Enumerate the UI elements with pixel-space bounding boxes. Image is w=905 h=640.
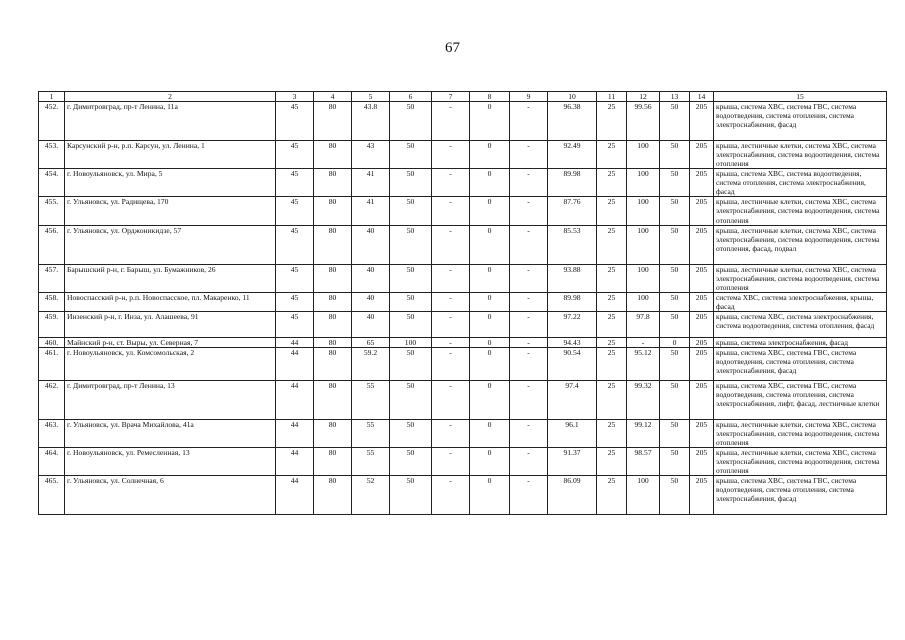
column-number-cell: 13: [660, 92, 690, 102]
value-cell: 50: [660, 141, 690, 169]
value-cell: 50: [660, 225, 690, 264]
work-types-cell: крыша, система электроснабжения, фасад: [714, 337, 887, 347]
value-cell: 80: [314, 169, 352, 197]
value-cell: 96.38: [548, 102, 597, 141]
row-number-cell: 453.: [39, 141, 65, 169]
column-number-cell: 3: [276, 92, 314, 102]
value-cell: 25: [597, 476, 627, 515]
value-cell: 45: [276, 169, 314, 197]
value-cell: 80: [314, 347, 352, 380]
value-cell: 55: [352, 448, 390, 476]
value-cell: 205: [690, 141, 714, 169]
value-cell: 205: [690, 347, 714, 380]
value-cell: -: [510, 380, 548, 419]
value-cell: 205: [690, 197, 714, 225]
table-row: [39, 311, 887, 337]
address-cell: г. Ульяновск, ул. Врача Михайлова, 41а: [65, 419, 276, 447]
value-cell: 205: [690, 419, 714, 447]
value-cell: 80: [314, 448, 352, 476]
value-cell: 89.98: [548, 292, 597, 311]
value-cell: 80: [314, 337, 352, 347]
work-types-cell: крыша, система ХВС, система ГВС, система водоотведения, система отопления, система электроснабжения, фасад: [714, 102, 887, 141]
value-cell: 94.43: [548, 337, 597, 347]
value-cell: 65: [352, 337, 390, 347]
value-cell: 0: [470, 311, 510, 337]
table-row: [39, 380, 887, 419]
value-cell: 44: [276, 380, 314, 419]
work-types-cell: крыша, система ХВС, система водоотведения, система отопления, система электроснабжения, фасад: [714, 169, 887, 197]
value-cell: 80: [314, 197, 352, 225]
value-cell: 205: [690, 264, 714, 292]
work-types-cell: крыша, система ХВС, система ГВС, система водоотведения, система отопления, система электроснабжения, фасад: [714, 347, 887, 380]
value-cell: 0: [470, 419, 510, 447]
row-number-cell: 465.: [39, 476, 65, 515]
value-cell: 50: [390, 380, 432, 419]
value-cell: 25: [597, 311, 627, 337]
value-cell: -: [510, 264, 548, 292]
value-cell: 40: [352, 225, 390, 264]
page-number: 67: [445, 40, 460, 56]
value-cell: 45: [276, 311, 314, 337]
value-cell: 50: [390, 141, 432, 169]
row-number-cell: 464.: [39, 448, 65, 476]
value-cell: -: [432, 347, 470, 380]
value-cell: 86.09: [548, 476, 597, 515]
value-cell: -: [510, 419, 548, 447]
address-cell: г. Новоульяновск, ул. Мира, 5: [65, 169, 276, 197]
value-cell: 97.8: [627, 311, 660, 337]
value-cell: 80: [314, 476, 352, 515]
table-row: [39, 292, 887, 311]
value-cell: 45: [276, 225, 314, 264]
value-cell: 205: [690, 476, 714, 515]
value-cell: 0: [470, 264, 510, 292]
value-cell: 97.22: [548, 311, 597, 337]
column-number-cell: 14: [690, 92, 714, 102]
work-types-cell: крыша, система ХВС, система ГВС, система водоотведения, система отопления, система электроснабжения, лифт, фасад, лестничные клетки: [714, 380, 887, 419]
row-number-cell: 458.: [39, 292, 65, 311]
value-cell: 0: [470, 225, 510, 264]
value-cell: 25: [597, 337, 627, 347]
value-cell: 25: [597, 292, 627, 311]
value-cell: -: [510, 347, 548, 380]
value-cell: 25: [597, 264, 627, 292]
value-cell: 50: [390, 419, 432, 447]
value-cell: -: [432, 380, 470, 419]
value-cell: 205: [690, 292, 714, 311]
value-cell: -: [510, 476, 548, 515]
value-cell: 50: [390, 476, 432, 515]
value-cell: 45: [276, 197, 314, 225]
row-number-cell: 456.: [39, 225, 65, 264]
value-cell: 80: [314, 311, 352, 337]
value-cell: 85.53: [548, 225, 597, 264]
value-cell: 25: [597, 380, 627, 419]
value-cell: 43: [352, 141, 390, 169]
work-types-cell: крыша, лестничные клетки, система ХВС, система электроснабжения, система водоотведения, система отопления: [714, 419, 887, 447]
value-cell: 205: [690, 311, 714, 337]
value-cell: 45: [276, 264, 314, 292]
value-cell: -: [432, 197, 470, 225]
value-cell: 50: [390, 102, 432, 141]
address-cell: г. Новоульяновск, ул. Ремесленная, 13: [65, 448, 276, 476]
table-row: [39, 197, 887, 225]
value-cell: 50: [660, 380, 690, 419]
value-cell: -: [432, 337, 470, 347]
table-row: [39, 264, 887, 292]
address-cell: Новоспасский р-н, р.п. Новоспасское, пл. Макаренко, 11: [65, 292, 276, 311]
row-number-cell: 452.: [39, 102, 65, 141]
value-cell: 40: [352, 311, 390, 337]
value-cell: 45: [276, 102, 314, 141]
value-cell: 99.32: [627, 380, 660, 419]
value-cell: -: [510, 225, 548, 264]
value-cell: 0: [470, 141, 510, 169]
value-cell: 0: [470, 169, 510, 197]
row-number-cell: 455.: [39, 197, 65, 225]
column-number-cell: 4: [314, 92, 352, 102]
value-cell: 50: [660, 169, 690, 197]
row-number-cell: 462.: [39, 380, 65, 419]
value-cell: 59.2: [352, 347, 390, 380]
value-cell: 40: [352, 264, 390, 292]
value-cell: 50: [660, 347, 690, 380]
value-cell: 97.4: [548, 380, 597, 419]
value-cell: 55: [352, 380, 390, 419]
value-cell: 98.57: [627, 448, 660, 476]
value-cell: 205: [690, 169, 714, 197]
column-number-cell: 5: [352, 92, 390, 102]
value-cell: -: [432, 141, 470, 169]
value-cell: 44: [276, 337, 314, 347]
value-cell: -: [510, 141, 548, 169]
address-cell: г. Ульяновск, ул. Радищева, 170: [65, 197, 276, 225]
work-types-cell: крыша, лестничные клетки, система ХВС, система электроснабжения, система водоотведения, система отопления: [714, 448, 887, 476]
value-cell: 50: [660, 197, 690, 225]
work-types-cell: крыша, лестничные клетки, система ХВС, система электроснабжения, система водоотведения, система отопления: [714, 197, 887, 225]
address-cell: г. Ульяновск, ул. Солнечная, 6: [65, 476, 276, 515]
row-number-cell: 461.: [39, 347, 65, 380]
value-cell: 93.88: [548, 264, 597, 292]
value-cell: 44: [276, 476, 314, 515]
work-types-cell: крыша, лестничные клетки, система ХВС, система электроснабжения, система водоотведения, система отопления: [714, 141, 887, 169]
value-cell: -: [432, 264, 470, 292]
value-cell: 52: [352, 476, 390, 515]
table-row: [39, 169, 887, 197]
capital-repair-table: [38, 91, 887, 515]
work-types-cell: крыша, лестничные клетки, система ХВС, система электроснабжения, система водоотведения, система отопления: [714, 264, 887, 292]
table-row: [39, 448, 887, 476]
value-cell: 0: [470, 337, 510, 347]
value-cell: -: [432, 292, 470, 311]
work-types-cell: крыша, система ХВС, система электроснабжения, система водоотведения, система отопления, фасад: [714, 311, 887, 337]
value-cell: 41: [352, 169, 390, 197]
column-number-row: [39, 92, 887, 102]
value-cell: 0: [470, 102, 510, 141]
value-cell: 80: [314, 419, 352, 447]
value-cell: 100: [627, 476, 660, 515]
value-cell: 50: [660, 102, 690, 141]
value-cell: 92.49: [548, 141, 597, 169]
value-cell: 44: [276, 347, 314, 380]
value-cell: 100: [627, 197, 660, 225]
column-number-cell: 12: [627, 92, 660, 102]
value-cell: 50: [660, 264, 690, 292]
value-cell: -: [432, 448, 470, 476]
value-cell: 0: [470, 347, 510, 380]
value-cell: 50: [390, 169, 432, 197]
value-cell: -: [432, 169, 470, 197]
table-row: [39, 225, 887, 264]
value-cell: 50: [660, 448, 690, 476]
address-cell: г. Димитровград, пр-т Ленина, 11а: [65, 102, 276, 141]
column-number-cell: 8: [470, 92, 510, 102]
value-cell: 25: [597, 141, 627, 169]
column-number-cell: 10: [548, 92, 597, 102]
value-cell: 50: [390, 197, 432, 225]
value-cell: -: [510, 337, 548, 347]
value-cell: 90.54: [548, 347, 597, 380]
value-cell: 50: [390, 448, 432, 476]
value-cell: 41: [352, 197, 390, 225]
row-number-cell: 460.: [39, 337, 65, 347]
value-cell: 50: [660, 292, 690, 311]
value-cell: 100: [627, 292, 660, 311]
column-number-cell: 1: [39, 92, 65, 102]
value-cell: 55: [352, 419, 390, 447]
value-cell: 50: [390, 311, 432, 337]
value-cell: 25: [597, 169, 627, 197]
value-cell: 100: [627, 141, 660, 169]
value-cell: -: [432, 419, 470, 447]
column-number-cell: 11: [597, 92, 627, 102]
value-cell: 95.12: [627, 347, 660, 380]
value-cell: 80: [314, 380, 352, 419]
value-cell: 0: [470, 476, 510, 515]
value-cell: -: [510, 448, 548, 476]
value-cell: -: [432, 311, 470, 337]
table-row: [39, 337, 887, 347]
value-cell: 0: [470, 292, 510, 311]
column-number-cell: 7: [432, 92, 470, 102]
value-cell: 99.56: [627, 102, 660, 141]
address-cell: г. Димитровград, пр-т Ленина, 13: [65, 380, 276, 419]
value-cell: 25: [597, 419, 627, 447]
value-cell: -: [510, 169, 548, 197]
address-cell: г. Ульяновск, ул. Орджоникидзе, 57: [65, 225, 276, 264]
row-number-cell: 463.: [39, 419, 65, 447]
value-cell: 45: [276, 292, 314, 311]
value-cell: 25: [597, 102, 627, 141]
value-cell: -: [432, 102, 470, 141]
value-cell: 89.98: [548, 169, 597, 197]
value-cell: 80: [314, 292, 352, 311]
address-cell: Барышский р-н, г. Барыш, ул. Бумажников, 26: [65, 264, 276, 292]
value-cell: 50: [390, 292, 432, 311]
value-cell: 205: [690, 225, 714, 264]
work-types-cell: система ХВС, система электроснабжения, крыша, фасад: [714, 292, 887, 311]
value-cell: 25: [597, 197, 627, 225]
value-cell: -: [627, 337, 660, 347]
value-cell: 0: [470, 197, 510, 225]
value-cell: 44: [276, 448, 314, 476]
value-cell: 80: [314, 141, 352, 169]
column-number-cell: 15: [714, 92, 887, 102]
value-cell: 50: [390, 225, 432, 264]
table-row: [39, 476, 887, 515]
address-cell: Майнский р-н, ст. Выры, ул. Северная, 7: [65, 337, 276, 347]
column-number-cell: 6: [390, 92, 432, 102]
table-row: [39, 347, 887, 380]
address-cell: Инзенский р-н, г. Инза, ул. Алашеева, 91: [65, 311, 276, 337]
value-cell: 40: [352, 292, 390, 311]
value-cell: 205: [690, 380, 714, 419]
value-cell: 80: [314, 225, 352, 264]
value-cell: 50: [660, 311, 690, 337]
value-cell: 25: [597, 347, 627, 380]
value-cell: 96.1: [548, 419, 597, 447]
value-cell: 0: [470, 448, 510, 476]
value-cell: -: [510, 311, 548, 337]
address-cell: г. Новоульяновск, ул. Комсомольская, 2: [65, 347, 276, 380]
value-cell: 205: [690, 102, 714, 141]
value-cell: -: [510, 197, 548, 225]
value-cell: 50: [660, 476, 690, 515]
value-cell: -: [432, 225, 470, 264]
work-types-cell: крыша, система ХВС, система ГВС, система водоотведения, система отопления, система электроснабжения, фасад: [714, 476, 887, 515]
value-cell: 205: [690, 337, 714, 347]
value-cell: 44: [276, 419, 314, 447]
value-cell: 0: [470, 380, 510, 419]
value-cell: 100: [627, 264, 660, 292]
value-cell: 100: [627, 225, 660, 264]
value-cell: -: [432, 476, 470, 515]
value-cell: 205: [690, 448, 714, 476]
value-cell: 87.76: [548, 197, 597, 225]
value-cell: 80: [314, 102, 352, 141]
value-cell: 50: [390, 347, 432, 380]
value-cell: 99.12: [627, 419, 660, 447]
value-cell: 100: [627, 169, 660, 197]
value-cell: 50: [660, 419, 690, 447]
value-cell: 0: [660, 337, 690, 347]
value-cell: -: [510, 102, 548, 141]
value-cell: 91.37: [548, 448, 597, 476]
value-cell: 80: [314, 264, 352, 292]
row-number-cell: 457.: [39, 264, 65, 292]
row-number-cell: 454.: [39, 169, 65, 197]
table-row: [39, 419, 887, 447]
table-row: [39, 102, 887, 141]
value-cell: 25: [597, 448, 627, 476]
table-row: [39, 141, 887, 169]
work-types-cell: крыша, лестничные клетки, система ХВС, система электроснабжения, система водоотведения, система отопления, фасад, подвал: [714, 225, 887, 264]
value-cell: -: [510, 292, 548, 311]
address-cell: Карсунский р-н, р.п. Карсун, ул. Ленина, 1: [65, 141, 276, 169]
value-cell: 100: [390, 337, 432, 347]
row-number-cell: 459.: [39, 311, 65, 337]
value-cell: 43.8: [352, 102, 390, 141]
column-number-cell: 2: [65, 92, 276, 102]
value-cell: 25: [597, 225, 627, 264]
value-cell: 50: [390, 264, 432, 292]
table-body: [39, 92, 887, 515]
value-cell: 45: [276, 141, 314, 169]
column-number-cell: 9: [510, 92, 548, 102]
